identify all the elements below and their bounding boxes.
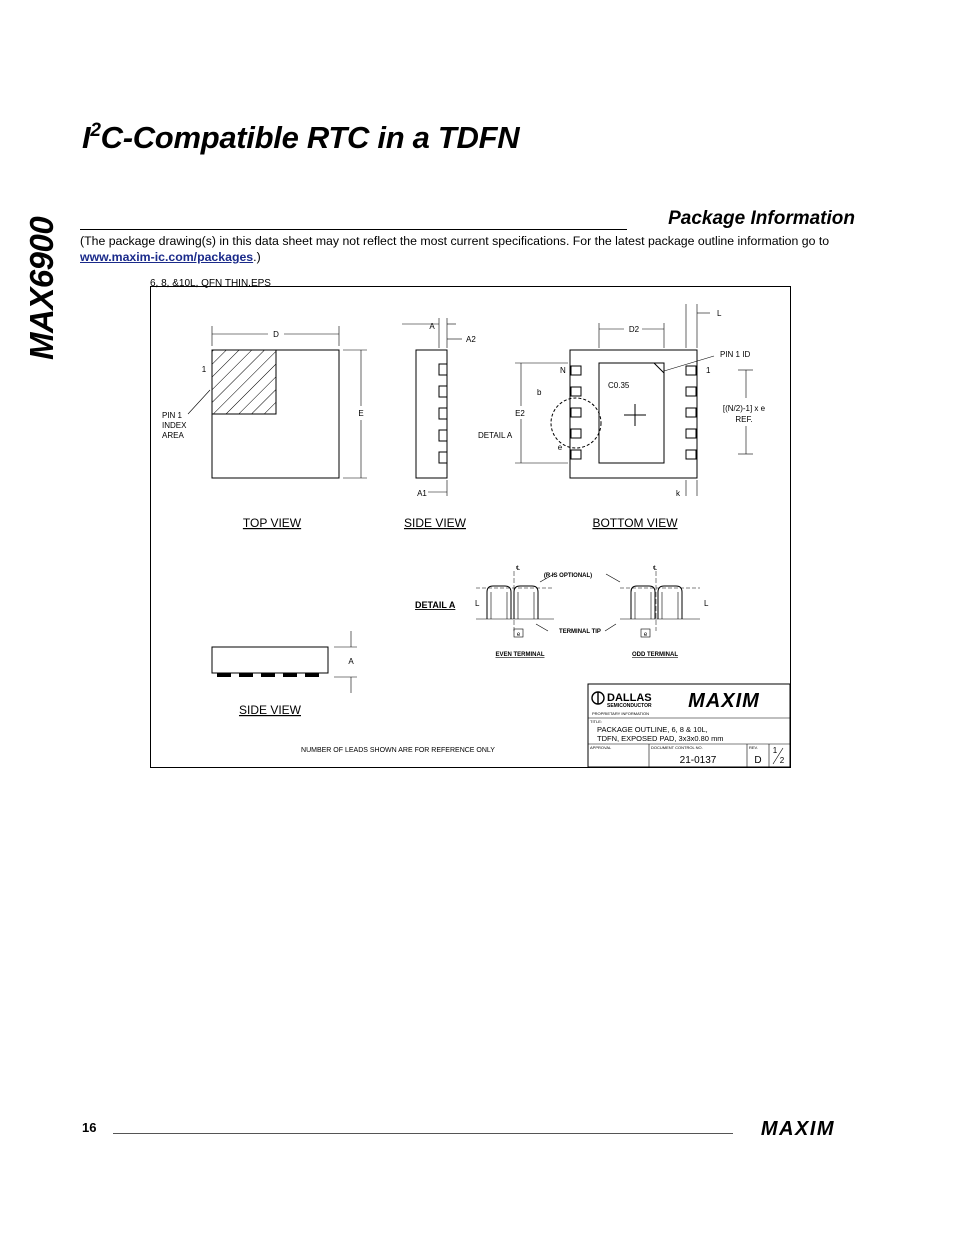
svg-text:MAXIM: MAXIM bbox=[760, 1118, 836, 1140]
even-terminal-label: EVEN TERMINAL bbox=[495, 652, 545, 658]
detail-l-even: L bbox=[475, 599, 480, 608]
maxim-logo: MAXIM bbox=[688, 690, 760, 712]
approval-caption: APPROVAL bbox=[590, 745, 612, 750]
terminal-tip-label: TERMINAL TIP bbox=[559, 629, 601, 635]
ref-formula: [(N/2)-1] x e bbox=[722, 404, 766, 413]
section-rule bbox=[80, 229, 627, 230]
bottom-pin1: 1 bbox=[706, 366, 711, 375]
bottom-view-label: BOTTOM VIEW bbox=[592, 516, 678, 530]
packages-link[interactable]: www.maxim-ic.com/packages bbox=[80, 250, 254, 264]
pin1-index-l3: AREA bbox=[162, 431, 184, 440]
side-view-label: SIDE VIEW bbox=[403, 516, 467, 530]
e-box-even: e bbox=[516, 632, 521, 638]
side-dim-a2: A2 bbox=[466, 335, 476, 344]
sheet-num: 1 bbox=[772, 746, 778, 755]
top-dim-e: E bbox=[358, 409, 364, 418]
doc-number: 21-0137 bbox=[679, 755, 717, 766]
rev-caption: REV. bbox=[749, 745, 758, 750]
detail-a-ref: DETAIL A bbox=[478, 431, 513, 440]
title-caption: TITLE: bbox=[590, 719, 603, 724]
dallas-semiconductor: SEMICONDUCTOR bbox=[607, 703, 652, 709]
chamfer-label: C0.35 bbox=[608, 381, 630, 390]
ref-label: REF. bbox=[735, 415, 753, 424]
title-line1: PACKAGE OUTLINE, 6, 8 & 10L, bbox=[597, 725, 708, 734]
detail-l-odd: L bbox=[704, 599, 709, 608]
sheet-den: 2 bbox=[779, 756, 785, 765]
odd-terminal-label: ODD TERMINAL bbox=[632, 652, 678, 658]
e-box-odd: e bbox=[643, 632, 648, 638]
dallas-name: DALLAS bbox=[607, 692, 652, 704]
page-title: $I^2C$-Compatible RTC in a TDFN bbox=[82, 120, 520, 155]
top-pin1: 1 bbox=[201, 365, 207, 374]
leads-note: NUMBER OF LEADS SHOWN ARE FOR REFERENCE ONLY bbox=[301, 747, 495, 754]
intro-paragraph: (The package drawing(s) in this data sheet may not reflect the most current specifications. For the latest package outline information go to www.maxim-ic.com/packages.) bbox=[80, 234, 830, 264]
section-heading: Package Information bbox=[668, 208, 855, 229]
bottom-dim-l: L bbox=[717, 309, 722, 318]
top-dim-d: D bbox=[273, 330, 279, 339]
side-part-number: MAX6900 bbox=[23, 216, 60, 360]
rev-value: D bbox=[754, 755, 762, 766]
side-dim-a1: A1 bbox=[417, 489, 427, 498]
bottom-dim-e2: E2 bbox=[515, 409, 525, 418]
side-dim-a: A bbox=[429, 322, 435, 331]
r-optional-label: (R IS OPTIONAL) bbox=[543, 573, 593, 579]
doc-control-caption: DOCUMENT CONTROL NO. bbox=[651, 745, 703, 750]
pin1-id-label: PIN 1 ID bbox=[720, 350, 751, 359]
pin1-index-l2: INDEX bbox=[162, 421, 187, 430]
proprietary-caption: PROPRIETARY INFORMATION bbox=[592, 711, 650, 716]
package-drawing bbox=[150, 278, 791, 768]
bottom-k: k bbox=[676, 489, 680, 498]
side2-dim-a: A bbox=[348, 657, 354, 666]
bottom-n: N bbox=[560, 366, 566, 375]
bottom-dim-d2: D2 bbox=[628, 325, 640, 334]
page-number: 16 bbox=[82, 1120, 97, 1135]
top-view-label: TOP VIEW bbox=[242, 516, 302, 530]
bottom-b: b bbox=[537, 388, 542, 397]
centerline-even: ℄ bbox=[516, 566, 520, 572]
side-view-2-label: SIDE VIEW bbox=[238, 703, 302, 717]
footer-rule bbox=[113, 1133, 733, 1134]
pin1-index-l1: PIN 1 bbox=[162, 411, 183, 420]
bottom-e: e bbox=[557, 443, 563, 452]
centerline-odd: ℄ bbox=[653, 566, 657, 572]
eps-name: 6, 8, &10L, QFN THIN.EPS bbox=[150, 278, 271, 289]
footer-maxim-logo bbox=[742, 1117, 854, 1144]
title-line2: TDFN, EXPOSED PAD, 3x3x0.80 mm bbox=[597, 734, 724, 743]
detail-a-label: DETAIL A bbox=[415, 600, 456, 610]
